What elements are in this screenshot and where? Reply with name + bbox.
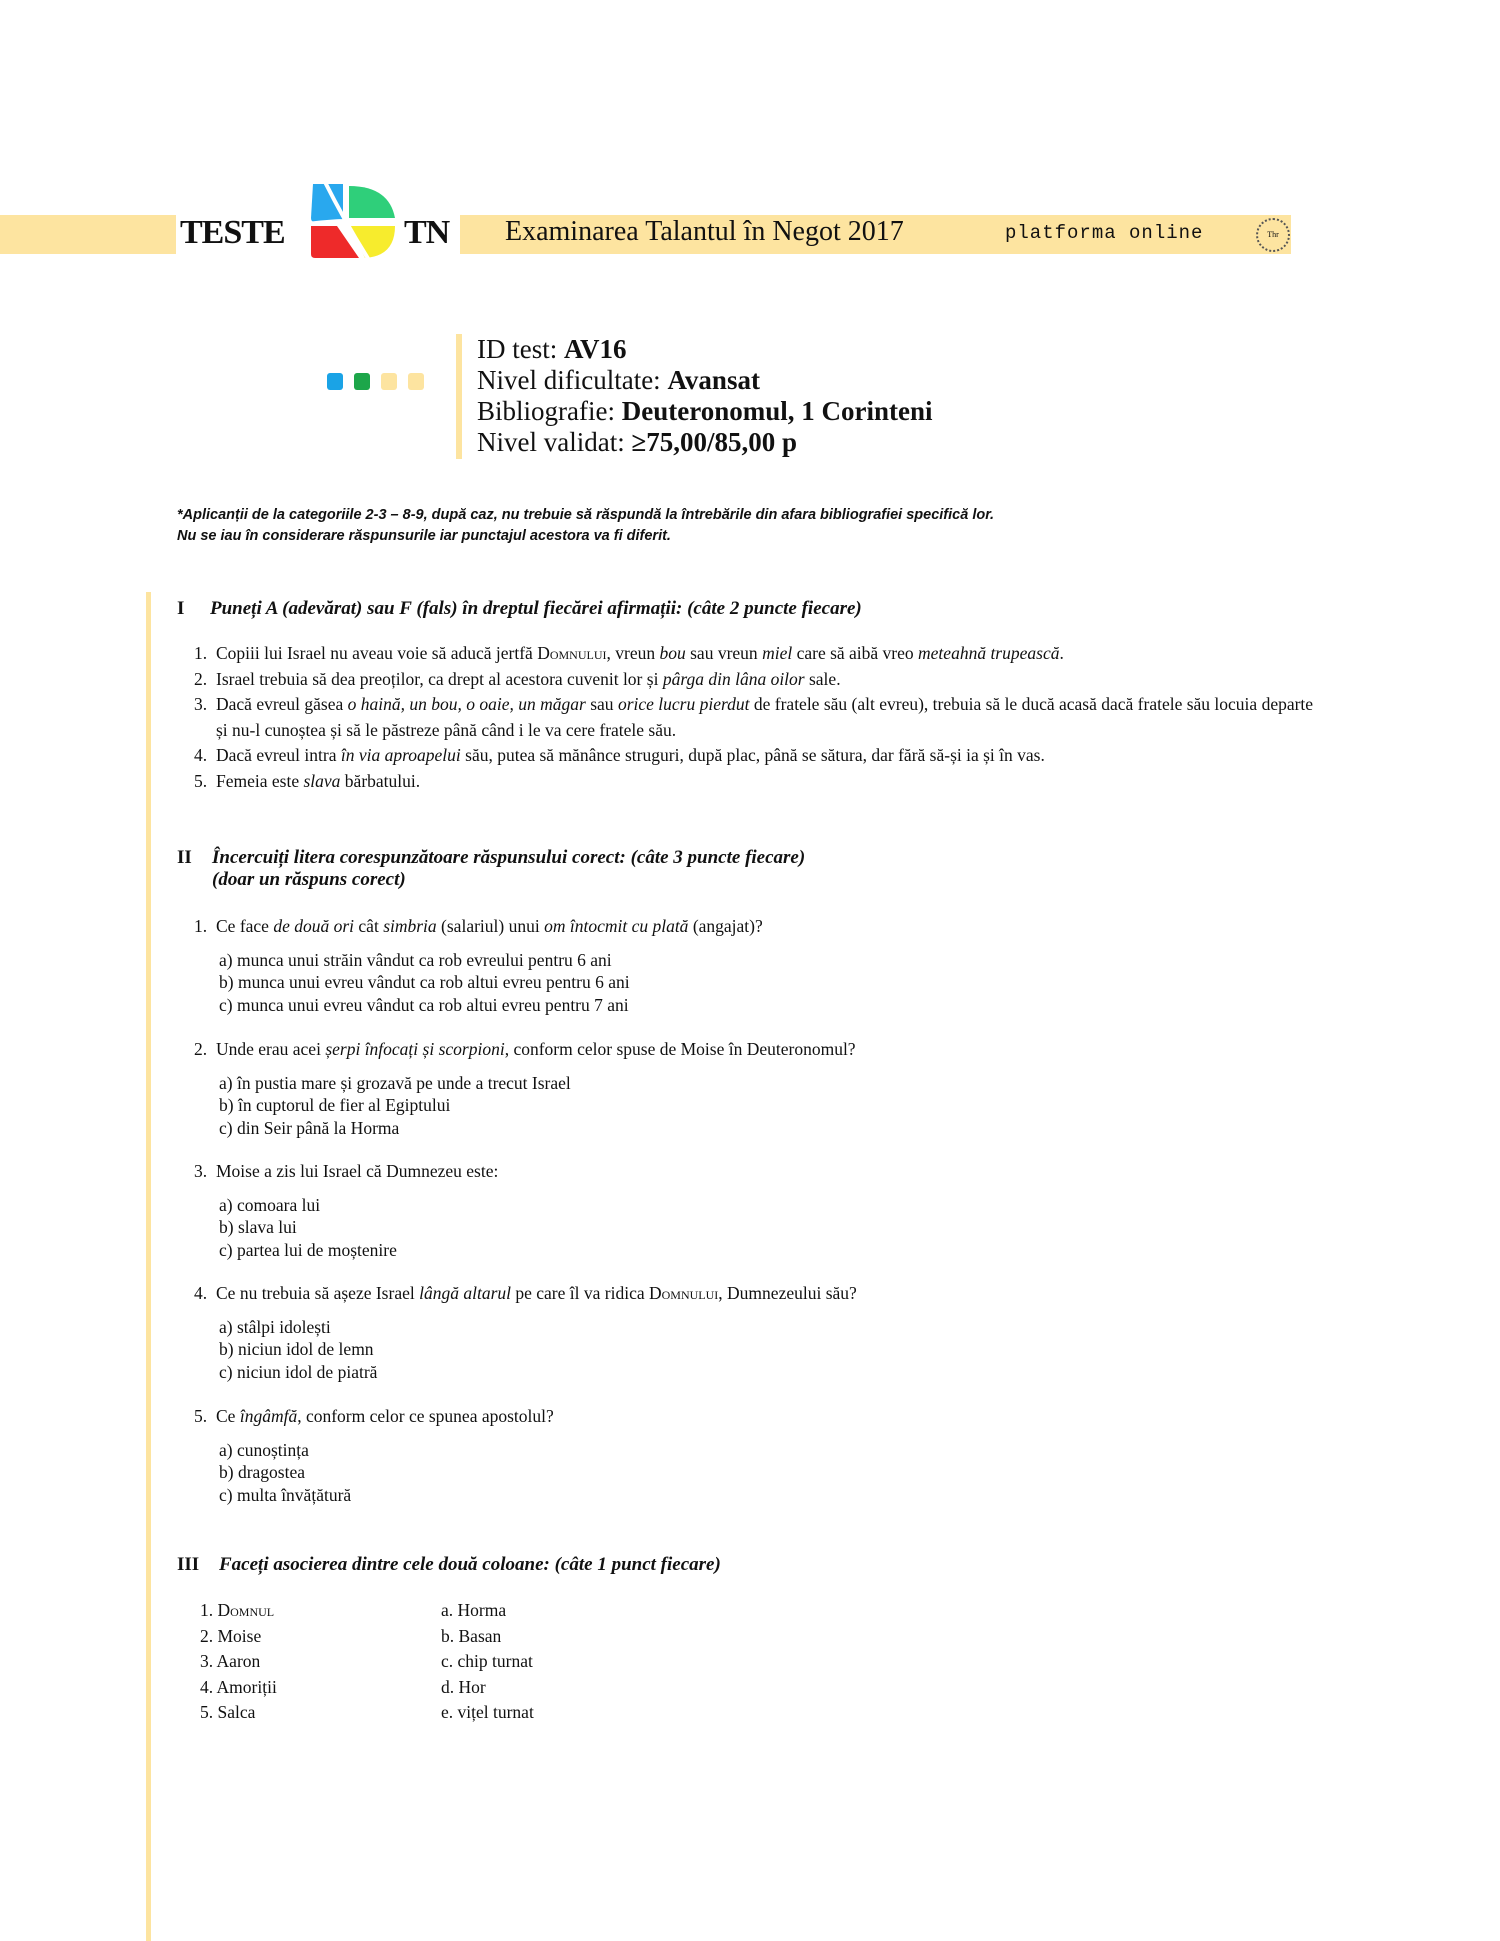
info-bar xyxy=(456,334,462,459)
item-number: 1. xyxy=(200,1600,218,1620)
answer-option: b) în cuptorul de fier al Egiptului xyxy=(219,1095,451,1115)
answer-option: c) munca unui evreu vândut ca rob altui evreu pentru 7 ani xyxy=(219,994,629,1015)
difficulty xyxy=(477,365,932,396)
italic-text: meteahnă trupească xyxy=(918,643,1060,663)
match-left-item: 3. Aaron xyxy=(200,1651,261,1671)
item-number: 4. xyxy=(194,745,208,765)
answer-option: a) comoara lui xyxy=(219,1194,321,1215)
match-right-item: c. chip turnat xyxy=(441,1651,533,1671)
match-right-item: b. Basan xyxy=(441,1625,502,1646)
question-3 xyxy=(194,1159,1294,1261)
test-id xyxy=(477,334,932,365)
text-segment: Unde erau acei xyxy=(216,1039,326,1059)
answer-option: a) cunoștința xyxy=(219,1439,309,1460)
match-right-item: e. vițel turnat xyxy=(441,1702,534,1722)
answer-options xyxy=(219,1194,1294,1262)
italic-text: om întocmit cu plată xyxy=(544,916,689,936)
text-segment: , conform celor spuse de Moise în Deuteronomul? xyxy=(504,1039,856,1059)
section-title: Încercuiți litera corespunzătoare răspunsului corect: (câte 3 puncte fiecare) xyxy=(212,847,806,868)
text-segment: , vreun xyxy=(606,643,660,663)
section-3-heading xyxy=(177,1554,1277,1580)
text-segment: Ce nu trebuia să așeze Israel xyxy=(216,1283,420,1303)
text-segment: care să aibă vreo xyxy=(792,643,919,663)
text-segment: (salariul) unui xyxy=(436,916,545,936)
answer-options xyxy=(219,1072,1294,1140)
section-1-statements xyxy=(194,641,1314,794)
item-number: 3. xyxy=(194,694,208,714)
text-segment: cât xyxy=(354,916,384,936)
question-number: 4. xyxy=(194,1283,208,1303)
section-number: I xyxy=(177,598,185,619)
question-text xyxy=(194,1037,1294,1063)
question-number: 2. xyxy=(194,1039,208,1059)
question-1 xyxy=(194,914,1294,1016)
answer-option: b) slava lui xyxy=(219,1217,297,1237)
answer-option: a) în pustia mare și grozavă pe unde a trecut Israel xyxy=(219,1072,571,1093)
answer-option: a) stâlpi idolești xyxy=(219,1316,331,1337)
statement-item xyxy=(194,769,1314,795)
answer-options xyxy=(219,949,1294,1017)
section-number: II xyxy=(177,847,192,868)
small-caps-text: Domnului xyxy=(648,1283,719,1303)
logo-icon xyxy=(305,180,405,262)
answer-option: c) niciun idol de piatră xyxy=(219,1361,378,1382)
text-segment: Copiii lui Israel nu aveau voie să aducă jertfă xyxy=(216,643,538,663)
section-2-heading xyxy=(177,847,1277,897)
match-left-item: 2. Moise xyxy=(200,1625,262,1646)
answer-option: b) niciun idol de lemn xyxy=(219,1339,374,1359)
italic-text: de două ori xyxy=(273,916,355,936)
text-segment: Moise a zis lui Israel că Dumnezeu este: xyxy=(216,1161,499,1181)
italic-text: o haină, un bou, o oaie, un măgar xyxy=(347,694,586,714)
text-segment: , Dumnezeului său? xyxy=(718,1283,857,1303)
text-segment: Femeia este xyxy=(216,770,304,791)
left-margin-bar xyxy=(146,592,151,1941)
statement-item xyxy=(194,743,1314,769)
answer-option: c) din Seir până la Horma xyxy=(219,1117,400,1138)
section-number: III xyxy=(177,1554,200,1575)
text-segment: bărbatului. xyxy=(340,770,421,791)
answer-option: c) multa învățătură xyxy=(219,1484,352,1505)
sun-icon-label: Thr xyxy=(1267,230,1279,239)
test-id-value: AV16 xyxy=(564,334,627,364)
match-right-item: a. Horma xyxy=(441,1600,507,1620)
text-segment: Ce xyxy=(216,1406,240,1426)
item-number: 1. xyxy=(194,643,208,663)
question-number: 5. xyxy=(194,1406,208,1426)
italic-text: slava xyxy=(303,770,341,791)
text-segment: , conform celor ce spunea apostolul? xyxy=(297,1406,554,1426)
logo-text-teste: TESTE xyxy=(180,214,285,251)
answer-options xyxy=(219,1439,1294,1507)
validated-level-label: Nivel validat: xyxy=(477,427,632,457)
bibliography-value: Deuteronomul, 1 Corinteni xyxy=(621,396,933,426)
question-text xyxy=(194,1159,1294,1185)
text-segment: (angajat)? xyxy=(688,916,763,936)
section-title: Faceți asocierea dintre cele două coloane: (câte 1 punct fiecare) xyxy=(219,1554,721,1575)
italic-text: în via aproapelui xyxy=(340,745,461,765)
answer-options xyxy=(219,1316,1294,1384)
section-1-heading xyxy=(177,598,1277,624)
section-title: Puneți A (adevărat) sau F (fals) în dreptul fiecărei afirmații: (câte 2 puncte fiecare) xyxy=(210,598,862,619)
text-segment: sau vreun xyxy=(685,643,763,663)
question-number: 3. xyxy=(194,1161,208,1181)
test-id-label: ID test: xyxy=(477,334,564,364)
header-title: Examinarea Talantul în Negot 2017 xyxy=(505,216,904,247)
difficulty-square xyxy=(408,373,424,390)
italic-text: îngâmfă xyxy=(239,1406,298,1426)
italic-text: simbria xyxy=(383,916,437,936)
italic-text: lângă altarul xyxy=(419,1283,511,1303)
text-segment: sau xyxy=(585,694,618,714)
text-segment: său, putea să mănânce struguri, după plac, până se sătura, dar fără să-și ia și în vas. xyxy=(460,745,1045,765)
section-subtitle: (doar un răspuns corect) xyxy=(212,869,406,890)
difficulty-square xyxy=(327,373,343,390)
sun-icon xyxy=(1256,218,1290,252)
match-column-left xyxy=(200,1598,277,1726)
question-text xyxy=(194,1281,1294,1307)
italic-text: miel xyxy=(762,643,793,663)
applicants-note xyxy=(177,505,994,547)
italic-text: bou xyxy=(659,643,686,663)
question-text xyxy=(194,914,1294,940)
text-segment: pe care îl va ridica xyxy=(511,1283,649,1303)
validated-level xyxy=(477,427,932,458)
match-column-right xyxy=(441,1598,534,1726)
difficulty-label: Nivel dificultate: xyxy=(477,365,668,395)
validated-level-value: ≥75,00/85,00 p xyxy=(631,427,798,457)
answer-option: a) munca unui străin vândut ca rob evreului pentru 6 ani xyxy=(219,949,612,970)
question-4 xyxy=(194,1281,1294,1383)
bibliography xyxy=(477,396,932,427)
question-2 xyxy=(194,1037,1294,1139)
difficulty-value: Avansat xyxy=(667,365,760,395)
text-segment: de fratele său (alt evreu), trebuia să le ducă acasă dacă fratele său locuia departe și nu-l cunoștea și să le păstreze până când i le va cere fratele său. xyxy=(216,694,1314,740)
small-caps-text: Domnul xyxy=(217,1600,275,1620)
statement-item xyxy=(194,641,1314,667)
item-number: 5. xyxy=(194,770,208,791)
statement-item xyxy=(194,692,1314,743)
question-number: 1. xyxy=(194,916,208,936)
match-right-item: d. Hor xyxy=(441,1676,486,1697)
text-segment: Ce face xyxy=(216,916,274,936)
platform-label: platforma online xyxy=(1005,222,1204,244)
text-segment: . xyxy=(1059,643,1064,663)
text-segment: Dacă evreul găsea xyxy=(216,694,348,714)
text-segment: Dacă evreul intra xyxy=(216,745,341,765)
statement-item xyxy=(194,667,1314,693)
question-5 xyxy=(194,1404,1294,1506)
italic-text: orice lucru pierdut xyxy=(617,694,750,714)
answer-option: b) munca unui evreu vândut ca rob altui evreu pentru 6 ani xyxy=(219,972,630,992)
italic-text: șerpi înfocați și scorpioni xyxy=(325,1039,505,1059)
bibliography-label: Bibliografie: xyxy=(477,396,622,426)
match-left-item: 5. Salca xyxy=(200,1702,256,1722)
difficulty-square xyxy=(381,373,397,390)
test-info xyxy=(477,334,932,458)
match-left-item xyxy=(200,1598,277,1624)
answer-option: c) partea lui de moștenire xyxy=(219,1239,397,1260)
text-segment: sale. xyxy=(804,668,841,689)
note-line: Nu se iau în considerare răspunsurile iar punctajul acestora va fi diferit. xyxy=(177,528,671,544)
italic-text: pârga din lâna oilor xyxy=(662,668,805,689)
answer-option: b) dragostea xyxy=(219,1462,306,1482)
note-line: *Aplicanții de la categoriile 2-3 – 8-9, după caz, nu trebuie să răspundă la întrebările din afara bibliografiei specifică lor. xyxy=(177,507,995,523)
question-text xyxy=(194,1404,1294,1430)
small-caps-text: Domnului xyxy=(537,643,607,663)
logo-text-tn: TN xyxy=(404,214,450,251)
item-number: 2. xyxy=(194,668,208,689)
difficulty-square xyxy=(354,373,370,390)
text-segment: Israel trebuia să dea preoților, ca drept al acestora cuvenit lor și xyxy=(216,668,663,689)
match-left-item: 4. Amoriții xyxy=(200,1676,277,1697)
